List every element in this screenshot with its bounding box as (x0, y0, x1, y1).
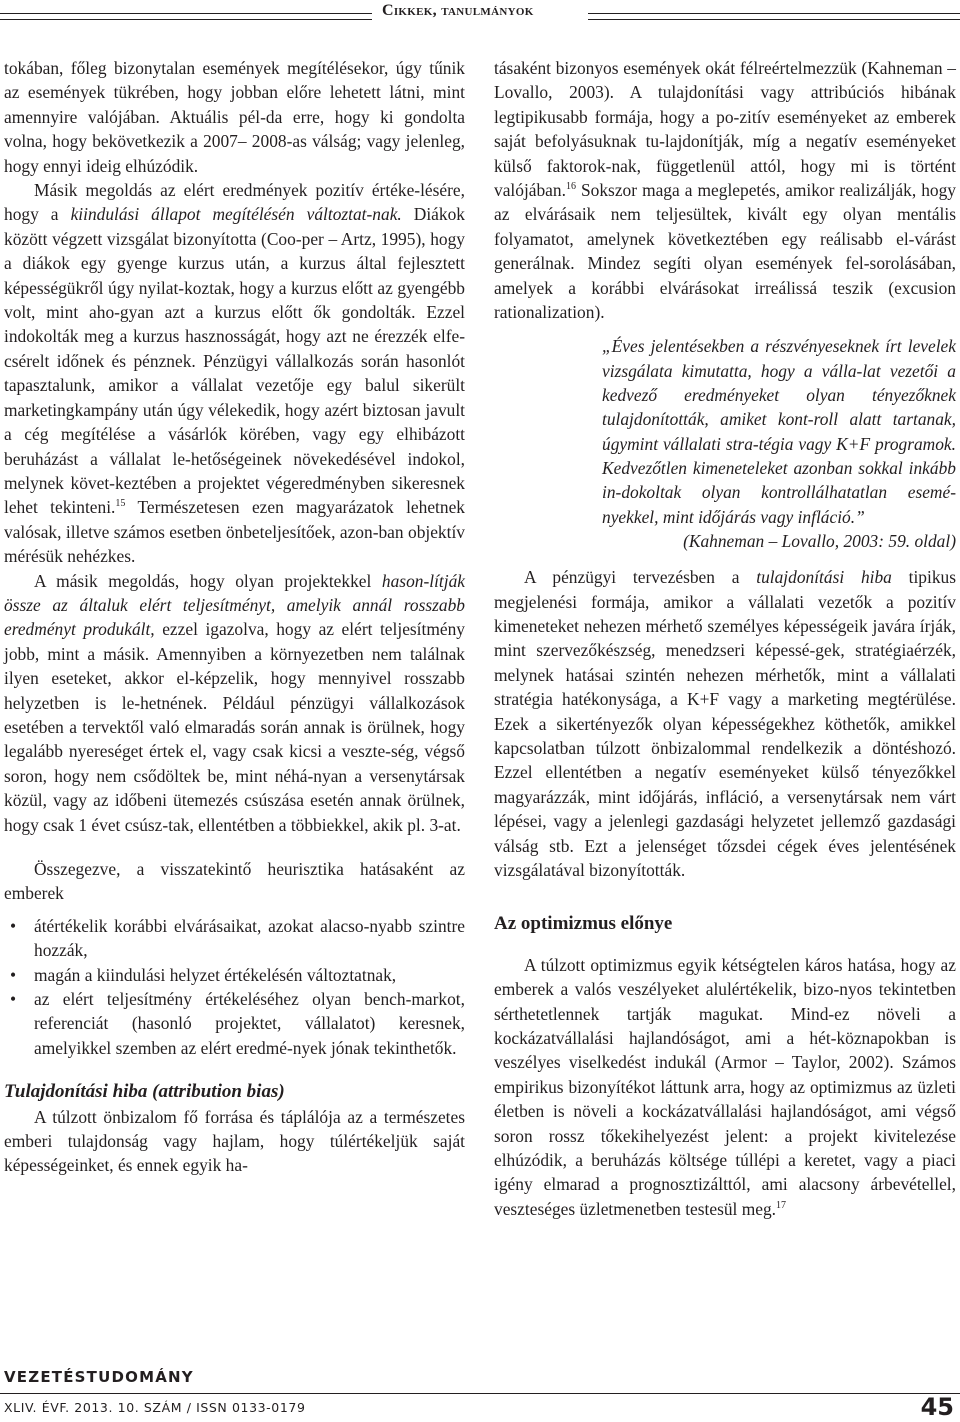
right-column (494, 56, 956, 1221)
text-span: Természetesen ezen magyarázatok lehetnek valósak, illetve számos esetben önbeteljesítőek, azon-ban objektív mérésük nehézkes. (4, 497, 466, 567)
right-paragraph-1 (494, 56, 956, 324)
text-span: tásaként bizonyos események okát félreértelmezzük (Kahneman – Lovallo, 2003). A tulajdonítási vagy attribúciós hibának legtipikusabb formája, hogy a po-zitív eseményeket az emberek saját befolyásuknak tu-lajdonítják, míg a negatív eseményeket külső faktorok-nak, függetlenül attól, hogy mi is történt valójában. (494, 58, 956, 201)
section-header: Cikkek, tanulmányok (382, 2, 534, 19)
left-paragraph-3 (4, 569, 465, 837)
text-span: Másik megoldás az elért eredmények pozitív értéke-lésére, hogy a (4, 180, 465, 225)
list-item: • magán a kiindulási helyzet értékelésén változtatnak, (4, 963, 465, 987)
issue-info: XLIV. ÉVF. 2013. 10. SZÁM / ISSN 0133-0179 (4, 1400, 306, 1415)
heading-attribution-bias: Tulajdonítási hiba (attribution bias) (4, 1081, 285, 1103)
emphasis-text: hason-lítják össze az általuk elért teljesítményt, amelyik annál rosszabb eredményt produkált, (4, 570, 465, 640)
footnote-ref-17: 17 (776, 1199, 787, 1211)
text-span: A másik megoldás, hogy olyan projektekkel (34, 570, 382, 591)
list-item: • az elért teljesítmény értékeléséhez olyan bench-markot, referenciát (hasonló projektet, vállalatot) keresnek, amelyikkel szemben az elért eredmé-nyek jónak tekinthetők. (4, 987, 465, 1060)
heading-optimism: Az optimizmus előnye (494, 913, 673, 935)
left-paragraph-5: A túlzott önbizalom fő forrása és táplálója az a természetes emberi tulajdonság vagy hajlam, hogy túlértékeljük saját képességeinket, és ennek egyik ha- (4, 1106, 465, 1176)
text-span: A pénzügyi tervezésben a (524, 567, 757, 588)
right-paragraph-2 (494, 565, 956, 882)
text-span: tipikus megjelenési formája, amikor a vállalati vezetők a pozitív kimeneteket nehezen mérhető személyes képességeik javára írják, mint szervezőkészség, menedzseri képessé-gek, stratégiaérzék, melynek hatásai szintén nehezen mérhetők, mint a vállalati stratégia hatékonysága, a K+F vagy a marketing megtérülése. Ezek a sikertényezők olyan képességekhez köthetők, amikkel kapcsolatban túlzott önbizalommal rendelkezik a döntéshozó. Ezzel ellentétben a negatív eseményeket külső tényezőkkel magyarázzák, mint időjárás, infláció, a versenytársak nem várt lépései, vagy a jelenlegi gazdasági helyzetet jellemző gazdasági válság stb. Ezt a jelenséget tőzsdei cégek éves jelentésének vizsgálatával bizonyították. (494, 567, 956, 881)
emphasis-text: kiindulási állapot megítélésén változtat-nak. (70, 204, 402, 225)
right-paragraph-3 (494, 953, 956, 1221)
list-item: • átértékelik korábbi elvárásaikat, azokat alacso-nyabb szintre hozzák, (4, 914, 465, 963)
footnote-ref-15: 15 (115, 498, 126, 510)
footer-rule (0, 1393, 960, 1394)
footnote-ref-16: 16 (565, 181, 576, 193)
left-paragraph-4: Összegezve, a visszatekintő heurisztika hatásaként az emberek (4, 859, 465, 904)
emphasis-text: tulajdonítási hiba (756, 567, 892, 588)
left-paragraph-1: tokában, főleg bizonytalan események megítélésekor, úgy tűnik az események tükrében, hogy jobban előre lehetett látni, mint amennyire valójában. Aktuális pél-da erre, hogy ki gondolta volna, hogy bekövetkezik a 2007– 2008-as válság; vagy jelenleg, hogy ennyi ideig elhúzódik. (4, 58, 465, 176)
header-rule-right (588, 13, 960, 20)
header-rule-left (0, 13, 372, 20)
journal-title: VEZETÉSTUDOMÁNY (4, 1368, 194, 1386)
page-number: 45 (920, 1393, 954, 1421)
quote-citation: (Kahneman – Lovallo, 2003: 59. oldal) (683, 530, 956, 551)
bullet-list (4, 914, 465, 1060)
text-span: A túlzott optimizmus egyik kétségtelen káros hatása, hogy az emberek a valós veszélyeket alulértékelik, bizo-nyos tekintetben sérthetetlennek tartják magukat. Mind-ez növeli a kockázatvállalási hajlandóságot, ami a hét-köznapokban is veszélyes viselkedést indukál (Armor – Taylor, 2002). Számos empirikus bizonyítékot láttunk arra, hogy az optimizmus az üzleti életben is növeli a kockázatvállalási hajlandóságot, ami végső soron rossz tőkekihelyezést jelent: a projekt kivitelezése elhúzódik, a beruházás költsége túllépi a keretet, vagy a piaci igény elmarad a prognosztizálttól, ami alacsony árbevétellel, veszteséges üzletmenetben testesül meg. (494, 954, 956, 1219)
text-span: Diákok között végzett vizsgálat bizonyította (Coo-per – Artz, 1995), hogy a diákok egy gyenge kurzus után, a kurzus által fejlesztett képességükről úgy nyilat-koztak, hogy a kurzus előtt az gyengébb volt, mint aho-gyan azt a kurzus előtt ők gondolták. Ezzel indokolták meg a kurzus hasznosságát, hogy azt ne érezzék elfe-csérelt időnek és pénznek. Pénzügyi vállalkozás során hasonlót tapasztalunk, amikor a vállalat vezetője egy balul sikerült marketingkampány után úgy vélekedik, hogy azért biztosan javult a cég megítélése a vásárlók körében, vagy egy elhibázott beruházást a vállalat le-hetőségeinek növekedésével indokol, melynek követ-keztében a projektet végeredményben sikeresnek lehet tekinteni. (4, 204, 465, 518)
text-span: ezzel igazolva, hogy az elért teljesítmény jobb, mint a másik. Amennyiben a környezetben nem találnak ilyen eseteket, akkor el-képzelik, hogy mennyivel rosszabb helyzetben is le-hetnének. Például pénzügyi vállalkozások esetében a tervektől való elmaradás során annak is örülnek, hogy legalább nyereséget értek el, vagy csak kicsi a veszte-ség, végső soron, hogy nem csődöltek be, mint néhá-nyan a versenytársak közül, vagy az időbeni ütemezés csúszása esetén annak örülnek, hogy csak 1 évet csúsz-tak, ellentétben a többiekkel, akik pl. 3-at. (4, 619, 465, 835)
quote-text: „Éves jelentésekben a részvényeseknek írt levelek vizsgálata kimutatta, hogy a válla-lat vezetői a kedvező eredményeket olyan tényezőknek tulajdonították, amiket kont-roll alatt tartanak, úgymint vállalati stra-tégia vagy K+F programok. Kedvezőtlen kimeneteleket azonban sokkal inkább in-dokoltak olyan kontrollálhatatlan esemé-nyekkel, mint időjárás vagy infláció.” (602, 336, 956, 527)
block-quote (602, 334, 956, 553)
text-span: Sokszor maga a meglepetés, amikor realizálják, hogy az elvárásaik nem teljesültek, kivált egy olyan mentális folyamatot, amelynek következtében egy reálisabb el-várást generálnak. Mindez segíti olyan események fel-sorolásában, amelyek a korábbi elvárásokat irreálissá teszik (excusion rationalization). (494, 180, 956, 323)
left-column (4, 56, 465, 1178)
left-paragraph-2 (4, 178, 465, 569)
